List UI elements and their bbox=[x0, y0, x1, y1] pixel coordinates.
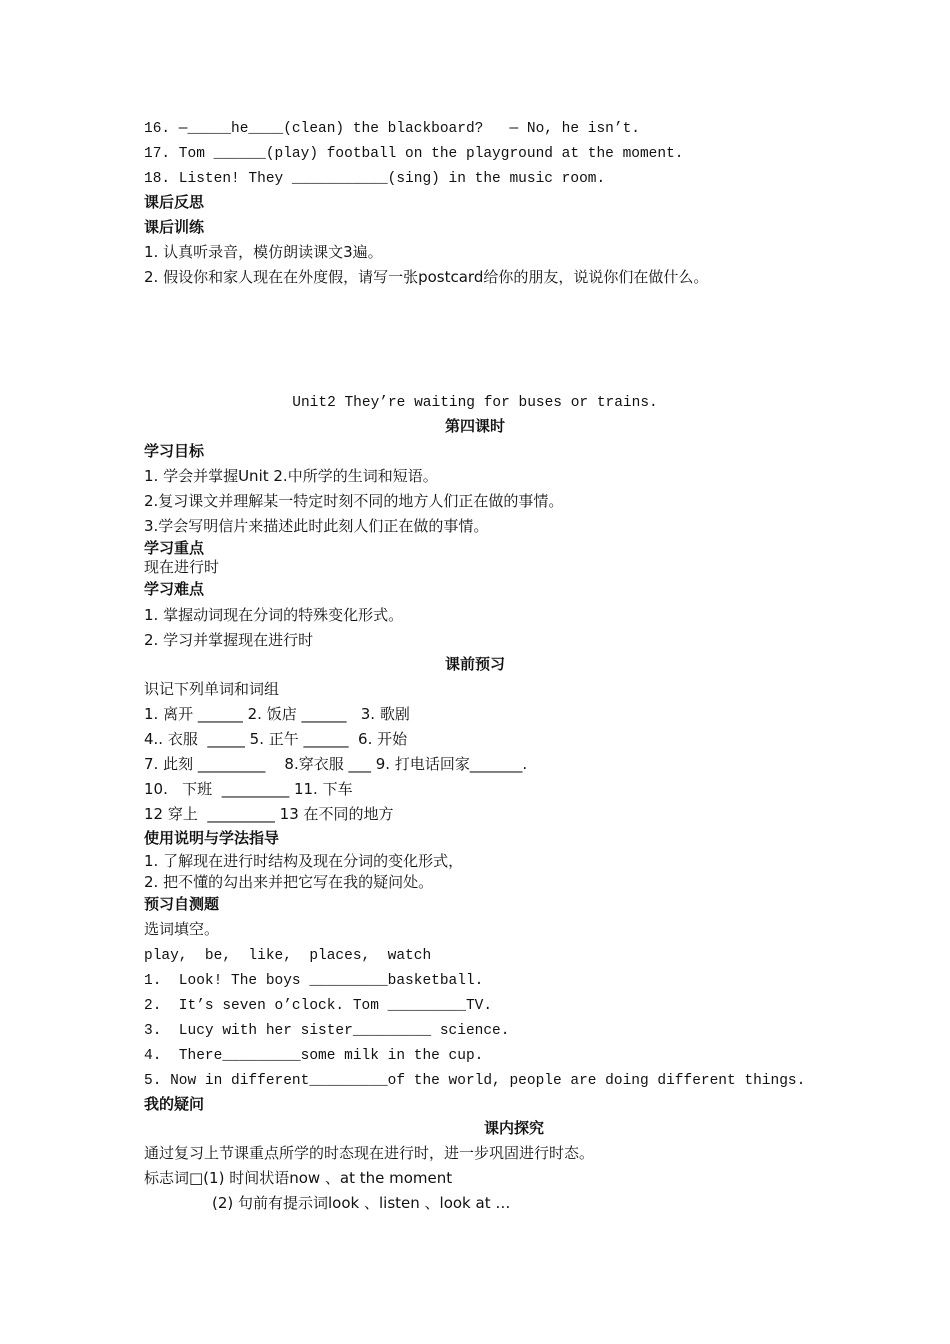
exercise-16: 16. —_____he____(clean) the blackboard? — No, he isn’t. bbox=[144, 121, 640, 137]
preview-heading: 课前预习 bbox=[444, 655, 505, 673]
usage-guide-item-1: 1. 了解现在进行时结构及现在分词的变化形式， bbox=[144, 852, 464, 870]
marker-line-1: 标志词□(1) 时间状语now 、at the moment bbox=[144, 1169, 453, 1187]
objective-item-2: 2.复习课文并理解某一特定时刻不同的地方人们正在做的事情。 bbox=[144, 492, 564, 510]
training-heading: 课后训练 bbox=[144, 218, 205, 236]
key-points-text: 现在进行时 bbox=[144, 558, 220, 576]
preview-row-3: 7. 此刻 _________ 8.穿衣服 ___ 9. 打电话回家_______. bbox=[144, 755, 528, 773]
self-test-item-4: 4. There_________some milk in the cup. bbox=[144, 1048, 484, 1064]
difficulty-item-2: 2. 学习并掌握现在进行时 bbox=[144, 631, 314, 649]
lesson-title: 第四课时 bbox=[444, 417, 505, 435]
self-test-item-5: 5. Now in different_________of the world, people are doing different things. bbox=[144, 1073, 806, 1089]
exercise-18: 18. Listen! They ___________(sing) in the music room. bbox=[144, 171, 606, 187]
key-points-heading: 学习重点 bbox=[144, 539, 205, 557]
usage-guide-heading: 使用说明与学法指导 bbox=[144, 829, 280, 847]
word-bank: play, be, like, places, watch bbox=[144, 948, 432, 964]
unit-title: Unit2 They’re waiting for buses or trains. bbox=[292, 395, 658, 411]
my-questions-heading: 我的疑问 bbox=[144, 1095, 205, 1113]
objectives-heading: 学习目标 bbox=[144, 442, 205, 460]
preview-instruction: 识记下列单词和词组 bbox=[144, 680, 280, 698]
difficulty-item-1: 1. 掌握动词现在分词的特殊变化形式。 bbox=[144, 606, 404, 624]
training-item-1: 1. 认真听录音，模仿朗读课文3遍。 bbox=[144, 243, 383, 261]
usage-guide-item-2: 2. 把不懂的勾出来并把它写在我的疑问处。 bbox=[144, 873, 434, 891]
exercise-17: 17. Tom ______(play) football on the playground at the moment. bbox=[144, 146, 684, 162]
self-test-heading: 预习自测题 bbox=[144, 895, 220, 913]
preview-row-5: 12 穿上 _________ 13 在不同的地方 bbox=[144, 805, 394, 823]
preview-row-2: 4.. 衣服 _____ 5. 正午 ______ 6. 开始 bbox=[144, 730, 408, 748]
training-item-2: 2. 假设你和家人现在在外度假，请写一张postcard给你的朋友，说说你们在做什么。 bbox=[144, 268, 709, 286]
objective-item-3: 3.学会写明信片来描述此时此刻人们正在做的事情。 bbox=[144, 517, 489, 535]
preview-row-1: 1. 离开 ______ 2. 饭店 ______ 3. 歌剧 bbox=[144, 705, 410, 723]
reflection-heading: 课后反思 bbox=[144, 193, 205, 211]
self-test-item-3: 3. Lucy with her sister_________ science. bbox=[144, 1023, 510, 1039]
self-test-item-1: 1. Look! The boys _________basketball. bbox=[144, 973, 484, 989]
self-test-instruction: 选词填空。 bbox=[144, 920, 220, 938]
marker-line-2: (2) 句前有提示词look 、listen 、look at … bbox=[212, 1194, 511, 1212]
difficulties-heading: 学习难点 bbox=[144, 580, 205, 598]
objective-item-1: 1. 学会并掌握Unit 2.中所学的生词和短语。 bbox=[144, 467, 438, 485]
self-test-item-2: 2. It’s seven o’clock. Tom _________TV. bbox=[144, 998, 493, 1014]
in-class-intro: 通过复习上节课重点所学的时态现在进行时，进一步巩固进行时态。 bbox=[144, 1144, 595, 1162]
in-class-heading: 课内探究 bbox=[484, 1119, 545, 1137]
preview-row-4: 10. 下班 _________ 11. 下车 bbox=[144, 780, 353, 798]
